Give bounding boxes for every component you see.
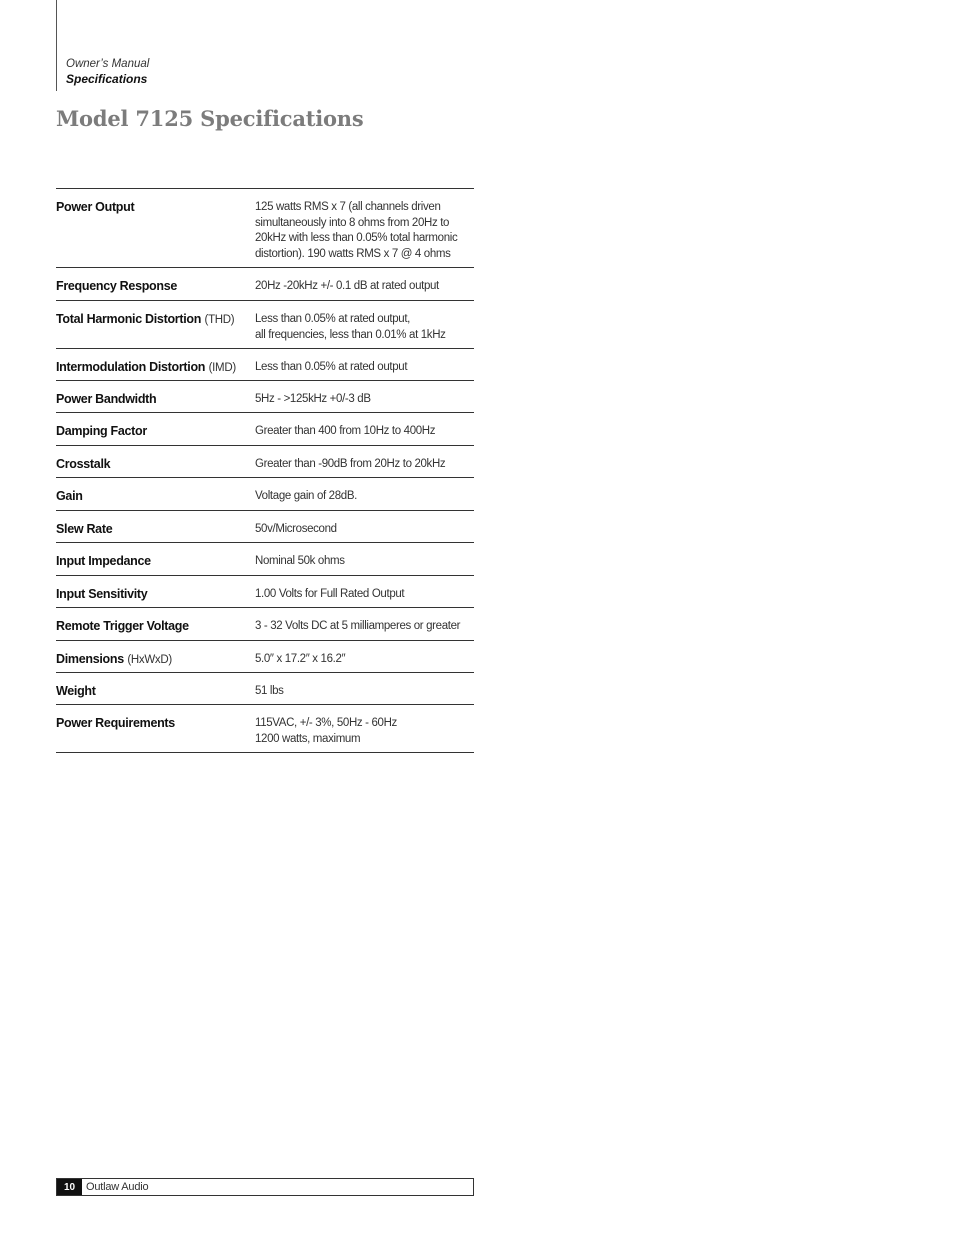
spec-value: 3 - 32 Volts DC at 5 milliamperes or greater [255, 620, 461, 632]
spec-row [56, 641, 474, 673]
spec-row [56, 349, 474, 381]
spec-label-text: Input Impedance [56, 554, 151, 568]
spec-row [56, 413, 474, 446]
spec-label [56, 587, 255, 607]
spec-label [56, 716, 255, 752]
running-header [66, 57, 149, 87]
spec-label [56, 619, 255, 640]
spec-row [56, 446, 474, 478]
spec-label-text: Weight [56, 684, 96, 698]
spec-row [56, 673, 474, 705]
publisher-name: Outlaw Audio [86, 1181, 149, 1193]
spec-value: Nominal 50k ohms [255, 555, 345, 567]
spec-row [56, 608, 474, 641]
spec-row [56, 543, 474, 576]
spec-value: 5Hz - >125kHz +0/-3 dB [255, 393, 371, 405]
spec-value: Voltage gain of 28dB. [255, 490, 357, 502]
spec-row [56, 268, 474, 301]
margin-rule [56, 0, 57, 91]
spec-value: Greater than -90dB from 20Hz to 20kHz [255, 458, 446, 470]
spec-label [56, 200, 255, 267]
spec-value: 50v/Microsecond [255, 523, 337, 535]
spec-label [56, 392, 255, 412]
spec-label-text: Intermodulation Distortion [56, 360, 206, 374]
spec-label-text: Power Output [56, 200, 135, 214]
spec-label-text: Power Bandwidth [56, 392, 157, 406]
spec-label-text: Power Requirements [56, 716, 175, 730]
spec-value: 1.00 Volts for Full Rated Output [255, 588, 405, 600]
spec-row [56, 478, 474, 511]
spec-value: Less than 0.05% at rated output [255, 361, 408, 373]
spec-value: Less than 0.05% at rated output, all frequencies, less than 0.01% at 1kHz [255, 313, 446, 341]
spec-value: Greater than 400 from 10Hz to 400Hz [255, 425, 436, 437]
spec-value: 125 watts RMS x 7 (all channels driven simultaneously into 8 ohms from 20Hz to 20kHz with less than 0.05% total harmonic distortion). 190 watts RMS x 7 @ 4 ohms [255, 201, 458, 261]
spec-value: 51 lbs [255, 685, 284, 697]
spec-qualifier: (THD) [204, 314, 235, 326]
spec-label [56, 424, 255, 445]
spec-qualifier: (IMD) [208, 362, 236, 374]
spec-label [56, 312, 255, 348]
spec-row [56, 705, 474, 753]
page-footer [56, 1178, 474, 1196]
spec-label [56, 360, 255, 380]
section-label: Specifications [66, 72, 148, 86]
page-number: 10 [57, 1179, 82, 1195]
spec-label [56, 489, 255, 510]
spec-value: 5.0″ x 17.2″ x 16.2″ [255, 653, 346, 665]
spec-table [56, 188, 474, 753]
spec-row [56, 189, 474, 268]
spec-label-text: Input Sensitivity [56, 587, 148, 601]
spec-label-text: Damping Factor [56, 424, 147, 438]
manual-label: Owner’s Manual [66, 58, 150, 70]
spec-value: 20Hz -20kHz +/- 0.1 dB at rated output [255, 280, 439, 292]
spec-row [56, 576, 474, 608]
page-title: Model 7125 Specifications [56, 106, 364, 131]
spec-label-text: Crosstalk [56, 457, 111, 471]
spec-label [56, 554, 255, 575]
spec-label [56, 279, 255, 300]
spec-value: 115VAC, +/- 3%, 50Hz - 60Hz 1200 watts, maximum [255, 717, 397, 745]
spec-row [56, 381, 474, 413]
spec-label [56, 522, 255, 542]
spec-label-text: Total Harmonic Distortion [56, 312, 202, 326]
spec-label [56, 652, 255, 672]
spec-label-text: Slew Rate [56, 522, 113, 536]
spec-qualifier: (HxWxD) [127, 654, 172, 666]
spec-label [56, 684, 255, 704]
spec-label-text: Dimensions [56, 652, 124, 666]
spec-label-text: Frequency Response [56, 279, 178, 293]
spec-label [56, 457, 255, 477]
spec-row [56, 511, 474, 543]
spec-label-text: Gain [56, 489, 83, 503]
spec-row [56, 301, 474, 349]
spec-label-text: Remote Trigger Voltage [56, 619, 189, 633]
